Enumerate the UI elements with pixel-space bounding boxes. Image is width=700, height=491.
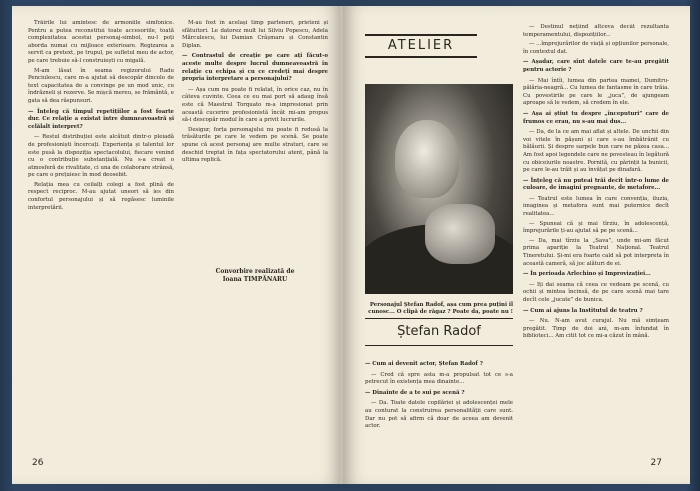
body-paragraph: Desigur, forța personajului nu poate fi redusă la trăsăturile pe care le vedem pe scenă. Se poate spune că acest personaj are multe straturi, care se deschid treptat în fața spectatorului atent, până la ultima replică. <box>182 126 328 164</box>
photo-caption: Personajul Ștefan Radof, așa cum prea puțini îl cunosc... O clipă de răgaz ? Poate da, poate nu ! <box>368 302 513 315</box>
body-paragraph: — Iți dai seama că ceea ce vedeam pe scenă, cu ochii și mintea încinsă, de pe care scenă mai tare decît cele „jucate” de bunica. <box>523 281 669 303</box>
question-paragraph: — Contrastul de creație pe care ați făcut-o aceste multe despre lucrul dumneavoastră în relație cu echipa și cu ce credeți mai despre propria interpretare a personajului? <box>182 53 328 83</box>
body-paragraph: — Teatrul este lumea în care convenția, iluzia, imaginea și metafora sunt mai puternice decît realitatea... <box>523 195 669 218</box>
question-paragraph: — Înțeleg că timpul repetițiilor a fost foarte dur. Ce relație a existat între dumneavoastră și celălalt interpret? <box>28 108 174 130</box>
right-column-2 <box>523 24 669 466</box>
question-paragraph: — În perioada Arlechino și Improvizației... <box>523 271 651 278</box>
left-page <box>12 6 342 484</box>
body-paragraph: Relația mea cu ceilalți colegi a fost plină de respect reciproc. M-au ajutat uneori să ies din confortul personajului și să regăsesc luminile interpretării. <box>28 181 174 211</box>
signature-line-1: Convorbire realizată de <box>215 268 295 275</box>
right-column-1 <box>365 358 513 466</box>
body-paragraph: — Mai întîi, lumea din partea mamei, Dumitru-pălăria-neagră... Cu lumea de fantasme în care trăia. Cu povestirile pe care le „juca”, de ajungeam aproape să le vedem, să credem în ele. <box>523 77 669 107</box>
portrait-photo <box>365 84 513 294</box>
body-paragraph: — Spuneai că și mai tîrziu, în adolescență, împrejurările ți-au ajutat să pe pe scenă... <box>523 220 669 235</box>
article-title: Ștefan Radof <box>365 318 513 346</box>
question-paragraph: — Dinainte de a te sui pe scenă ? <box>365 389 465 396</box>
question-paragraph: — Așadar, care sînt datele care te-au pregătit pentru actorie ? <box>523 59 669 73</box>
question-paragraph: — Cum ai devenit actor, Ștefan Radof ? <box>365 361 483 367</box>
body-paragraph: — Da, de la ce am mai aflat și altele. De unchii din voi vitele în pășuni și care s-au îmbătrânit cu bălăurii. Și despre sarpele bun care ne păzea casa... Am fost apoi legendele care ne povesteau în legătură cu obiceiurile noastre. Pornită, cu părinții la bunicii, pe care le-au trăit și au învățat pe dinafară. <box>523 129 669 174</box>
page-number-right: 27 <box>650 458 662 468</box>
left-column-2 <box>182 20 328 310</box>
body-paragraph: — Cred că spre asta m-a propulsat tot ce s-a petrecut în existența mea dinainte... <box>365 371 513 386</box>
signature-author: Ioana TIMPĂNARU <box>222 276 288 283</box>
body-paragraph: — Așa cum nu poate fi relatat, în orice caz, nu în câteva cuvinte. Ceea ce eu mai port să adaug însă este că Maestrul Torquato m-a impresionat prin această cucerire profesionistă încât mi-am propus să-i descopăr modul în care a privit lucrurile. <box>182 86 328 124</box>
section-title: ATELIER <box>365 34 477 58</box>
interview-signature <box>182 268 328 284</box>
right-page <box>343 6 690 484</box>
body-paragraph: M-am lăsat în seama regizorului Radu Penciulescu, care m-a ajutat să descopăr dincolo de text capacitatea de a convinge pe un mod unic, cu îndrăzneli și rezerve. Se mișcă mereu, se frământă, e gata să dea răspunsuri. <box>28 67 174 104</box>
photo-hands <box>425 204 495 264</box>
photo-face <box>395 120 459 198</box>
question-paragraph: — Cum ai ajuns la Institutul de teatru ? <box>523 307 643 314</box>
left-column-1 <box>28 20 174 410</box>
body-paragraph: — Restul distribuției este alcătuit dintr-o pleiadă de profesioniști încercați. Experiența și talentul lor este pusă la dispoziția spectacolului, fiecare venind cu o contribuție substanțială. Nu s-a creat o atmosferă de rivalitate, ci una de colaborare strânsă, pe care o prețuiesc în mod deosebit. <box>28 134 174 179</box>
body-paragraph: — Da, mai tîrziu la „Sava”, unde mi-am făcut prima apariție la Teatrul Național. Teatrul Tineretului. Și-mi era foarte cald să pot interpreta în această cameră, să joc alături de ei. <box>523 237 669 267</box>
question-paragraph: — Înțeleg că nu puteai trăi decît într-o lume de culoare, de imagini pregnante, de metafore... <box>523 177 669 192</box>
question-paragraph: — Așa ai știut tu despre „începuturi” care de frumos ce erau, nu s-au mai dus... <box>523 110 669 125</box>
page-number-left: 26 <box>32 458 44 468</box>
body-paragraph: — Nu. N-am avut curajul. Nu mă simțeam pregătit. Timp de doi ani, m-am înfundat în biblioteci... Am citit tot ce mi-a căzut în mână. <box>523 318 669 340</box>
body-paragraph: — ...împrejurărilor de viață și opțiunilor personale, în contextul dat. <box>523 41 669 55</box>
body-paragraph: M-au fost în același timp parteneri, prieteni și sfătuitori. Le datorez mult lui Silviu Popescu, Adela Mărculescu, lui Damian Crâșmaru și Constantin Diplan. <box>182 20 328 49</box>
body-paragraph: Trăirile lui amintesc de armoniile simfonice. Pentru a putea reconstitui toate accesoriile, toată complexitatea acestui personaj-simbol, nu-l poți aborda numai cu mijloace exterioare. Regizarea a servit ca pretext, pe trupul, pe sufletul meu de actor, pe care trebuie să-l construiești cu migală. <box>28 20 174 64</box>
body-paragraph: — Da. Toate datele copilăriei și adolescenței mele au conturat la construirea personalității care sunt. Dar nu pot să afirm că doar de aceea am devenit actor. <box>365 400 513 430</box>
body-paragraph: — Destinul nețiind altceva decât rezultanta temperamentului, dispozițiilor... <box>523 24 669 38</box>
